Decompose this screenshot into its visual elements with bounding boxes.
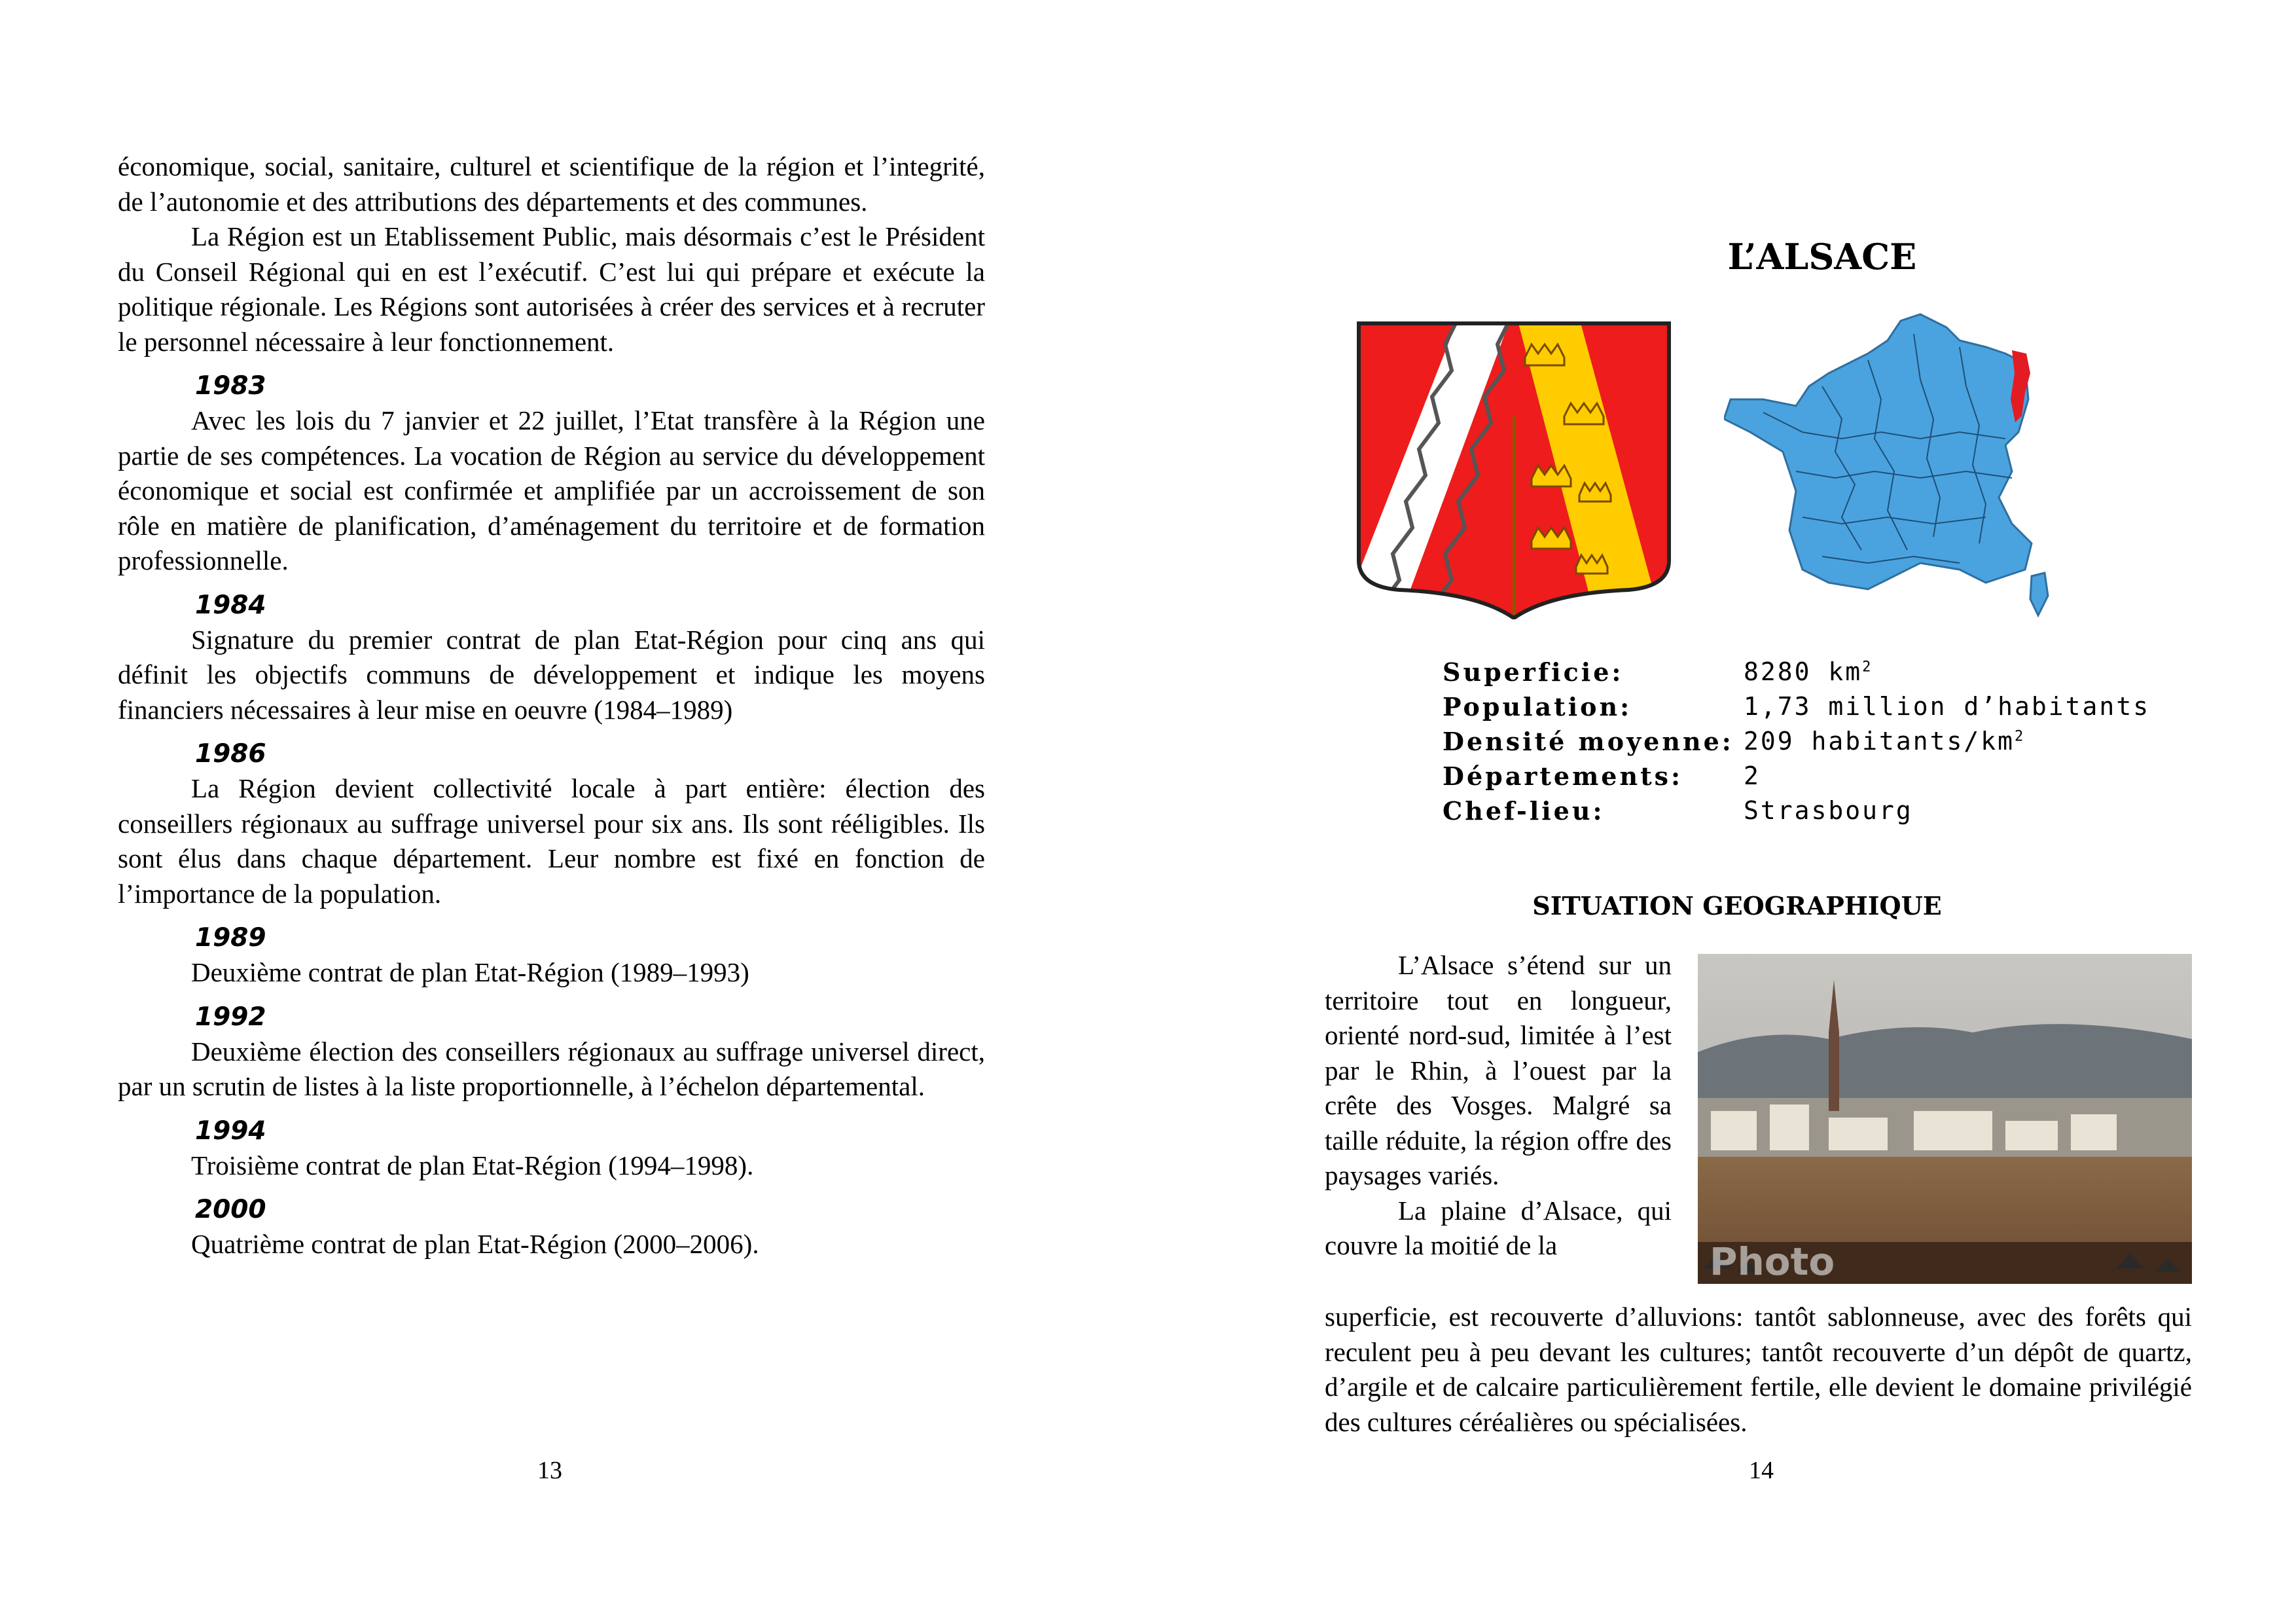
region-paragraph: La Région est un Etablissement Public, mais désormais c’est le Président du Conseil Régional qui en est l’exécutif. C’est lui qui prépare et exécute la politique régionale. Les Régions sont autorisées à créer des services et à recruter le personnel nécessaire à leur fonctionnement. [118,221,985,357]
fact-value: 209 habitants/$km^2$ [1744,727,2026,756]
fact-label: Chef-lieu: [1443,796,1605,826]
year-text: Signature du premier contrat de plan Etat-Région pour cinq ans qui définit les objectifs communs de développement et indique les moyens financiers nécessaires à leur mise en oeuvre (1984–1989) [118,624,985,725]
situation-paragraph: L’Alsace s’étend sur un territoire tout en longueur, orienté nord-sud, limitée à l’est par le Rhin, à l’ouest par la crête des Vosges. Malgré sa taille réduite, la région offre des paysages variés. [1325,950,1672,1190]
photo-watermark: Photo [1710,1239,1835,1284]
year-text: Deuxième élection des conseillers régionaux au suffrage universel direct, par un scrutin de listes à la liste proportionnelle, à l’échelon départemental. [118,1036,985,1101]
page-title: L’ALSACE [1727,236,1917,278]
right-page [1148,0,2296,1623]
region-facts [1443,655,2150,828]
fact-row [1443,655,2150,689]
intro-continued: économique, social, sanitaire, culturel et scientifique de la région et l’integrité, de l’autonomie et des attributions des départements et des communes. [118,151,985,217]
fact-label: Densité moyenne: [1443,727,1734,756]
year-text: Troisième contrat de plan Etat-Région (1994–1998). [191,1150,754,1180]
coat-of-arms-image [1354,318,1674,619]
fact-label: Superficie: [1443,657,1624,687]
fact-row [1443,793,2150,828]
fact-label: Population: [1443,692,1632,721]
fact-row [1443,759,2150,793]
situation-paragraph: superficie, est recouverte d’alluvions: tantôt sablonneuse, avec des forêts qui reculent peu à peu devant les cultures; tantôt recouverte d’un dépôt de quartz, d’argile et de calcaire particulièrement fertile, elle devient le domaine privilégié des cultures céréalières ou spécialisées. [1325,1302,2192,1437]
year-heading: 1984 [195,590,266,620]
year-heading: 1986 [195,739,266,769]
fact-value: 2 [1744,761,1761,790]
france-map-image [1724,301,2077,622]
page-number: 13 [537,1457,562,1484]
year-text: La Région devient collectivité locale à part entière: élection des conseillers régionaux au suffrage universel pour six ans. Ils sont rééligibles. Ils sont élus dans chaque département. Leur nombre est fixé en fonction de l’importance de la population. [118,773,985,909]
strasbourg-photo-image [1698,954,2192,1284]
fact-row [1443,724,2150,759]
fact-value: 8280 $km^2$ [1744,657,1873,686]
year-text: Deuxième contrat de plan Etat-Région (1989–1993) [191,957,749,987]
situation-text-full [1325,1300,2192,1440]
fact-value: Strasbourg [1744,796,1913,825]
year-heading: 1994 [195,1116,266,1146]
fact-value: 1,73 million d’habitants [1744,692,2151,721]
year-heading: 2000 [195,1195,266,1224]
year-heading: 1989 [195,923,266,953]
situation-paragraph: La plaine d’Alsace, qui couvre la moitié de la [1325,1195,1672,1260]
left-text-column [118,149,985,1262]
fact-label: Départements: [1443,761,1683,791]
section-title: SITUATION GEOGRAPHIQUE [1532,891,1942,921]
year-text: Avec les lois du 7 janvier et 22 juillet, l’Etat transfère à la Région une partie de ses compétences. La vocation de Région au service du développement économique et social est confirmée et amplifiée par un accroissement de son rôle en matière de planification, d’aménagement du territoire et de formation professionnelle. [118,405,985,575]
year-heading: 1992 [195,1002,266,1032]
situation-text-wrapped [1325,948,1672,1264]
year-heading: 1983 [195,371,266,401]
page-number: 14 [1749,1457,1774,1484]
year-text: Quatrième contrat de plan Etat-Région (2000–2006). [191,1229,759,1259]
fact-row [1443,689,2150,724]
